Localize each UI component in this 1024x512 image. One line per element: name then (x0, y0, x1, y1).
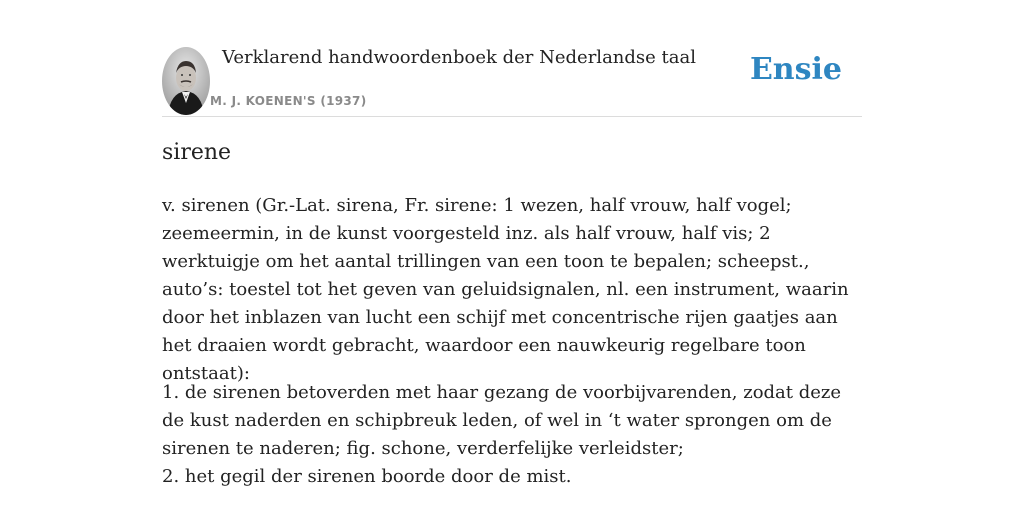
author-credit: M. J. KOENEN'S (1937) (210, 94, 367, 108)
example-item: 2. het gegil der sirenen boorde door de mist. (162, 466, 572, 487)
book-title: Verklarend handwoordenboek der Nederlandse taal (222, 47, 696, 68)
header (162, 40, 862, 117)
example-item: 1. de sirenen betoverden met haar gezang de voorbijvarenden, zodat deze de kust naderden en schipbreuk leden, of wel in ‘t water sprongen om de sirenen te naderen; fig. schone, verderfelijke verleidster; (162, 382, 842, 459)
examples (162, 379, 867, 491)
author-portrait (162, 47, 210, 115)
definition-text: v. sirenen (Gr.-Lat. sirena, Fr. sirene: 1 wezen, half vrouw, half vogel; zeemeermin, in de kunst voorgesteld inz. als half vrouw, half vis; 2 werktuigje om het aantal trillingen van een toon te bepalen; scheepst., auto’s: toestel tot het geven van geluidsignalen, nl. een instrument, waarin door het inblazen van lucht een schijf met concentrische rijen gaatjes aan het draaien wordt gebracht, waardoor een nauwkeurig regelbare toon ontstaat): (162, 195, 849, 384)
headword: sirene (162, 140, 232, 165)
brand-logo-link[interactable]: Ensie (749, 52, 842, 87)
author-portrait-image (162, 47, 210, 115)
